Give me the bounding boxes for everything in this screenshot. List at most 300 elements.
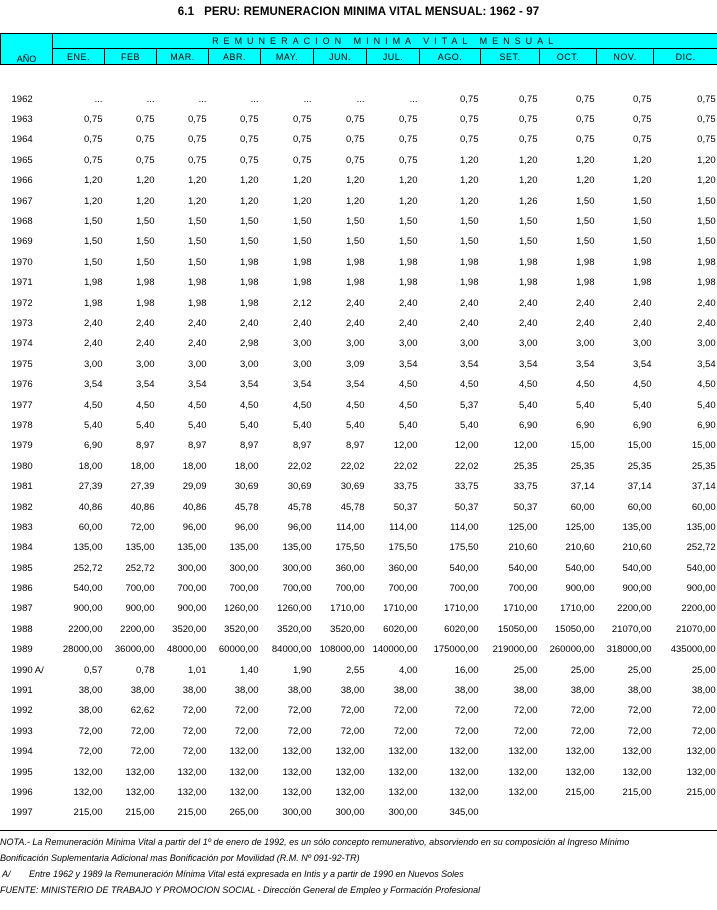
value-cell: 72,00 (691, 725, 716, 737)
value-cell: 22,02 (454, 460, 479, 472)
month-header: MAR. (157, 49, 209, 65)
value-cell: 1,20 (399, 195, 418, 207)
value-cell: 132,00 (508, 766, 538, 778)
value-cell: 3,54 (293, 379, 312, 391)
value-cell: 0,75 (576, 93, 595, 105)
value-cell: 84000,00 (271, 644, 312, 656)
value-cell: 3,54 (697, 358, 716, 370)
table-title: PERU: REMUNERACION MINIMA VITAL MENSUAL: 1962 - 97 (204, 6, 540, 18)
value-cell: 1260,00 (224, 603, 259, 615)
value-cell: 60,00 (627, 501, 652, 513)
value-cell: 6020,00 (444, 623, 479, 635)
value-cell: 0,75 (519, 93, 538, 105)
value-cell: 1,20 (346, 195, 365, 207)
table-row (1, 354, 717, 374)
value-cell: 72,00 (287, 705, 312, 717)
value-cell: 15,00 (691, 440, 716, 452)
value-cell: 4,50 (84, 399, 103, 411)
value-cell: 3,54 (136, 379, 155, 391)
value-cell: 72,00 (627, 725, 652, 737)
year-cell: 1973 (11, 317, 33, 329)
table-row (1, 89, 717, 109)
month-header: ABR. (209, 49, 261, 65)
value-cell: 900,00 (177, 603, 207, 615)
year-cell: 1964 (11, 134, 33, 146)
divider (0, 830, 717, 831)
value-cell: 132,00 (449, 766, 479, 778)
value-cell: 28000,00 (62, 644, 103, 656)
table-row (1, 374, 717, 394)
value-cell: 3,00 (84, 358, 103, 370)
month-header-row (1, 49, 717, 65)
value-cell: 4,50 (293, 399, 312, 411)
value-cell: 8,97 (240, 440, 259, 452)
value-cell: 38,00 (78, 685, 103, 697)
value-cell: 900,00 (125, 603, 155, 615)
value-cell: 6,90 (519, 419, 538, 431)
value-cell: 1710,00 (503, 603, 538, 615)
value-cell: 2,40 (240, 317, 259, 329)
year-cell: 1987 (11, 603, 33, 615)
value-cell: 700,00 (335, 583, 365, 595)
value-cell: 540,00 (686, 562, 716, 574)
value-cell: 72,00 (287, 725, 312, 737)
table-row (1, 109, 717, 129)
table-row (1, 680, 717, 700)
value-cell: 29,09 (182, 481, 207, 493)
value-cell: 1,50 (293, 236, 312, 248)
value-cell: 2,40 (136, 317, 155, 329)
value-cell: ... (356, 93, 365, 105)
value-cell: 0,75 (84, 134, 103, 146)
month-header: ENE. (53, 49, 105, 65)
value-cell: 38,00 (182, 685, 207, 697)
value-cell: 0,75 (346, 154, 365, 166)
value-cell: 72,00 (234, 725, 259, 737)
value-cell: 12,00 (454, 440, 479, 452)
value-cell: 3,00 (399, 338, 418, 350)
value-cell: 96,00 (287, 521, 312, 533)
value-cell: 72,00 (454, 725, 479, 737)
value-cell: 5,40 (633, 399, 652, 411)
value-cell: 135,00 (622, 521, 652, 533)
table-header (1, 34, 717, 65)
value-cell: 5,40 (576, 399, 595, 411)
year-cell: 1992 (11, 705, 33, 717)
value-cell: 1,98 (293, 277, 312, 289)
value-cell: ... (409, 93, 418, 105)
value-cell: 1,50 (399, 236, 418, 248)
value-cell: 1,20 (136, 175, 155, 187)
value-cell: 132,00 (229, 766, 259, 778)
value-cell: 5,40 (293, 419, 312, 431)
table-row (1, 171, 717, 191)
table-row (1, 293, 717, 313)
value-cell: 1,50 (84, 256, 103, 268)
value-cell: 0,75 (188, 134, 207, 146)
table-row (1, 313, 717, 333)
value-cell: 3,54 (519, 358, 538, 370)
value-cell: 132,00 (388, 746, 418, 758)
year-cell: 1976 (11, 379, 33, 391)
value-cell: 62,62 (130, 705, 155, 717)
value-cell: 1,50 (240, 216, 259, 228)
value-cell: 18,00 (78, 460, 103, 472)
value-cell: 4,50 (399, 399, 418, 411)
value-cell: 0,78 (136, 664, 155, 676)
value-cell: 265,00 (229, 807, 259, 819)
value-cell: 3,09 (346, 358, 365, 370)
value-cell: 435000,00 (670, 644, 716, 656)
value-cell: 3520,00 (224, 623, 259, 635)
value-cell: 72,00 (513, 705, 538, 717)
value-cell: 1,50 (519, 216, 538, 228)
table-row (1, 782, 717, 802)
value-cell: 3,54 (188, 379, 207, 391)
value-cell: 22,02 (287, 460, 312, 472)
value-cell: 300,00 (229, 562, 259, 574)
value-cell: 135,00 (177, 542, 207, 554)
value-cell: 0,75 (399, 134, 418, 146)
value-cell: 0,75 (633, 114, 652, 126)
value-cell: 260000,00 (549, 644, 595, 656)
value-cell: 1,98 (346, 256, 365, 268)
value-cell: 2,40 (519, 317, 538, 329)
value-cell: 0,75 (460, 134, 479, 146)
table-row (1, 211, 717, 231)
value-cell: 0,75 (136, 154, 155, 166)
value-cell: 540,00 (73, 583, 103, 595)
value-cell: 132,00 (622, 766, 652, 778)
year-cell: 1970 (11, 256, 33, 268)
year-cell: 1988 (11, 623, 33, 635)
value-cell: 360,00 (388, 562, 418, 574)
table-row (1, 762, 717, 782)
value-cell: 38,00 (234, 685, 259, 697)
value-cell: 33,75 (393, 481, 418, 493)
value-cell: 132,00 (73, 786, 103, 798)
value-cell: 132,00 (335, 786, 365, 798)
value-cell: 1,20 (633, 175, 652, 187)
value-cell: 0,75 (697, 93, 716, 105)
value-cell: 5,40 (240, 419, 259, 431)
value-cell: 0,75 (188, 154, 207, 166)
month-header: FEB (105, 49, 157, 65)
value-cell: 1,98 (240, 277, 259, 289)
value-cell: 700,00 (449, 583, 479, 595)
value-cell: 135,00 (282, 542, 312, 554)
value-cell: 1,98 (519, 256, 538, 268)
value-cell: 1,20 (84, 175, 103, 187)
value-cell: 1,50 (633, 236, 652, 248)
value-cell: 252,72 (73, 562, 103, 574)
value-cell: 3,54 (84, 379, 103, 391)
value-cell: 175,50 (388, 542, 418, 554)
table-row (1, 803, 717, 823)
value-cell: 3,54 (346, 379, 365, 391)
value-cell: 135,00 (73, 542, 103, 554)
value-cell (540, 803, 597, 823)
value-cell: 8,97 (293, 440, 312, 452)
value-cell: 700,00 (388, 583, 418, 595)
note-line-2: Bonificación Suplementaria Adicional mas Bonificación por Movilidad (R.M. Nº 091-92-TR) (0, 853, 360, 863)
value-cell: 215,00 (565, 786, 595, 798)
value-cell: 25,00 (627, 664, 652, 676)
value-cell: 2,40 (460, 317, 479, 329)
value-cell: 1,50 (136, 236, 155, 248)
value-cell: 50,37 (513, 501, 538, 513)
value-cell: 1,50 (136, 216, 155, 228)
value-cell: 1,98 (399, 277, 418, 289)
year-cell: 1966 (11, 175, 33, 187)
value-cell: 1,98 (460, 256, 479, 268)
value-cell: 1,20 (240, 195, 259, 207)
value-cell: 5,40 (519, 399, 538, 411)
value-cell: 900,00 (622, 583, 652, 595)
value-cell: 30,69 (287, 481, 312, 493)
table-number: 6.1 (177, 6, 195, 18)
year-cell: 1991 (11, 685, 33, 697)
value-cell: 25,00 (691, 664, 716, 676)
value-cell: 72,00 (182, 725, 207, 737)
table-row (1, 578, 717, 598)
value-cell: 114,00 (336, 521, 365, 533)
value-cell: 132,00 (177, 766, 207, 778)
year-column-header: AÑO (1, 34, 53, 65)
value-cell: 3,00 (519, 338, 538, 350)
value-cell: 1,50 (519, 236, 538, 248)
value-cell: 2,40 (346, 297, 365, 309)
value-cell: 0,75 (240, 154, 259, 166)
value-cell: 72,00 (234, 705, 259, 717)
value-cell: 0,75 (576, 134, 595, 146)
value-cell: 72,00 (182, 746, 207, 758)
value-cell: 4,50 (460, 379, 479, 391)
value-cell: 1,20 (240, 175, 259, 187)
table-row (1, 701, 717, 721)
value-cell: 900,00 (565, 583, 595, 595)
year-cell: 1986 (11, 583, 33, 595)
value-cell: 1,50 (399, 216, 418, 228)
value-cell: 540,00 (508, 562, 538, 574)
value-cell: 0,75 (240, 134, 259, 146)
value-cell: 22,02 (340, 460, 365, 472)
value-cell: 1,50 (346, 216, 365, 228)
table-row (1, 721, 717, 741)
year-cell: 1967 (11, 195, 33, 207)
value-cell: 132,00 (335, 746, 365, 758)
value-cell: 72,00 (182, 705, 207, 717)
value-cell: 700,00 (125, 583, 155, 595)
value-cell: 40,86 (78, 501, 103, 513)
value-cell: 25,35 (570, 460, 595, 472)
value-cell: 1710,00 (383, 603, 418, 615)
value-cell: 2,12 (293, 297, 312, 309)
value-cell: 37,14 (627, 481, 652, 493)
value-cell: 1,20 (293, 175, 312, 187)
value-cell: 2,98 (240, 338, 259, 350)
value-cell: 0,75 (136, 114, 155, 126)
value-cell: 1,98 (697, 277, 716, 289)
value-cell: 21070,00 (611, 623, 652, 635)
value-cell: 3520,00 (277, 623, 312, 635)
value-cell: 114,00 (450, 521, 479, 533)
value-cell: 1,98 (633, 256, 652, 268)
year-cell: 1965 (11, 154, 33, 166)
value-cell: 1,98 (136, 297, 155, 309)
month-header: MAY. (261, 49, 314, 65)
value-cell: ... (94, 93, 103, 105)
value-cell: 175,50 (449, 542, 479, 554)
value-cell: 25,00 (570, 664, 595, 676)
value-cell: 27,39 (78, 481, 103, 493)
value-cell: 2,40 (399, 317, 418, 329)
value-cell: 0,75 (136, 134, 155, 146)
value-cell: 25,35 (513, 460, 538, 472)
value-cell: 1,98 (346, 277, 365, 289)
value-cell: 45,78 (234, 501, 259, 513)
value-cell: 1,90 (293, 664, 312, 676)
value-cell: 1,50 (697, 216, 716, 228)
value-cell: 2,40 (576, 297, 595, 309)
value-cell: 175,50 (335, 542, 365, 554)
month-header: JUL. (367, 49, 420, 65)
value-cell: 1,50 (460, 216, 479, 228)
value-cell: 132,00 (508, 746, 538, 758)
value-cell: 6,90 (576, 419, 595, 431)
table-row (1, 558, 717, 578)
table-row (1, 334, 717, 354)
value-cell: 108000,00 (319, 644, 365, 656)
value-cell: 33,75 (513, 481, 538, 493)
value-cell: 60000,00 (218, 644, 259, 656)
value-cell: 72,00 (627, 705, 652, 717)
value-cell: 22,02 (393, 460, 418, 472)
value-cell: 2,40 (633, 297, 652, 309)
month-header: JUN. (314, 49, 367, 65)
value-cell: 132,00 (449, 786, 479, 798)
value-cell: 1,20 (293, 195, 312, 207)
value-cell: 60,00 (570, 501, 595, 513)
value-cell: 2,40 (136, 338, 155, 350)
value-cell: 1,98 (84, 297, 103, 309)
table-row (1, 395, 717, 415)
table-row (1, 252, 717, 272)
value-cell: 132,00 (229, 786, 259, 798)
year-cell: 1981 (11, 481, 33, 493)
value-cell: 360,00 (335, 562, 365, 574)
value-cell: 1260,00 (277, 603, 312, 615)
value-cell: 72,00 (570, 705, 595, 717)
value-cell: 215,00 (686, 786, 716, 798)
value-cell: 4,50 (240, 399, 259, 411)
value-cell: 0,57 (84, 664, 103, 676)
value-cell: 0,75 (293, 154, 312, 166)
value-cell: 2,40 (399, 297, 418, 309)
value-cell: 0,75 (84, 154, 103, 166)
value-cell: 3,00 (240, 358, 259, 370)
value-cell: 700,00 (229, 583, 259, 595)
footnotes (0, 830, 717, 898)
table-row (1, 436, 717, 456)
value-cell: 5,37 (460, 399, 479, 411)
value-cell: 0,75 (399, 114, 418, 126)
value-cell: 1,98 (240, 256, 259, 268)
value-cell: 72,00 (570, 725, 595, 737)
note-a-tag: A/ (2, 869, 11, 879)
value-cell: 50,37 (454, 501, 479, 513)
note-a-text: Entre 1962 y 1989 la Remuneración Mínima Vital está expresada en Intis y a partir de 1990 en Nuevos Soles (29, 869, 464, 879)
value-cell: 72,00 (393, 725, 418, 737)
value-cell: 0,75 (519, 134, 538, 146)
value-cell: 132,00 (335, 766, 365, 778)
value-cell: 1,20 (519, 175, 538, 187)
table-row (1, 640, 717, 660)
value-cell: 1,50 (84, 236, 103, 248)
value-cell: 1,26 (519, 195, 538, 207)
value-cell: 132,00 (686, 766, 716, 778)
value-cell: 96,00 (234, 521, 259, 533)
value-cell: 40,86 (130, 501, 155, 513)
value-cell: 132,00 (565, 766, 595, 778)
year-cell: 1989 (11, 644, 33, 656)
value-cell: 2,40 (346, 317, 365, 329)
value-cell: 252,72 (125, 562, 155, 574)
value-cell: 1,20 (460, 154, 479, 166)
value-cell: 125,00 (565, 521, 595, 533)
year-cell: 1995 (11, 766, 33, 778)
value-cell: 72,00 (130, 725, 155, 737)
value-cell: 4,50 (697, 379, 716, 391)
value-cell: 700,00 (282, 583, 312, 595)
value-cell: 1,98 (293, 256, 312, 268)
value-cell: 132,00 (686, 746, 716, 758)
value-cell: 2,40 (188, 338, 207, 350)
value-cell: 132,00 (282, 766, 312, 778)
value-cell (597, 803, 654, 823)
value-cell: 1,40 (240, 664, 259, 676)
value-cell: 1,50 (633, 216, 652, 228)
value-cell: 175000,00 (433, 644, 479, 656)
value-cell: 3,00 (633, 338, 652, 350)
value-cell: 135,00 (686, 521, 716, 533)
value-cell: 1710,00 (444, 603, 479, 615)
table-row (1, 497, 717, 517)
value-cell: 72,00 (691, 705, 716, 717)
value-cell: 27,39 (130, 481, 155, 493)
value-cell: 0,75 (519, 114, 538, 126)
value-cell: 38,00 (393, 685, 418, 697)
value-cell: 72,00 (513, 725, 538, 737)
value-cell: 1,50 (188, 236, 207, 248)
value-cell: 1,20 (697, 175, 716, 187)
value-cell: 0,75 (293, 134, 312, 146)
value-cell: 132,00 (565, 746, 595, 758)
value-cell: 700,00 (508, 583, 538, 595)
value-cell: 38,00 (340, 685, 365, 697)
value-cell: 72,00 (130, 521, 155, 533)
month-header: AGO. (420, 49, 481, 65)
table-row (1, 660, 717, 680)
value-cell: ... (303, 93, 312, 105)
table-row (1, 191, 717, 211)
value-cell: 1,50 (188, 216, 207, 228)
value-cell: 3,00 (460, 338, 479, 350)
value-cell: 3,00 (697, 338, 716, 350)
value-cell: 1,50 (136, 256, 155, 268)
note-line-1: NOTA.- La Remuneración Mínima Vital a partir del 1º de enero de 1992, es un sólo concepto remunerativo, absorviendo en su composición al Ingreso Mínimo (0, 837, 630, 847)
value-cell: 300,00 (388, 807, 418, 819)
